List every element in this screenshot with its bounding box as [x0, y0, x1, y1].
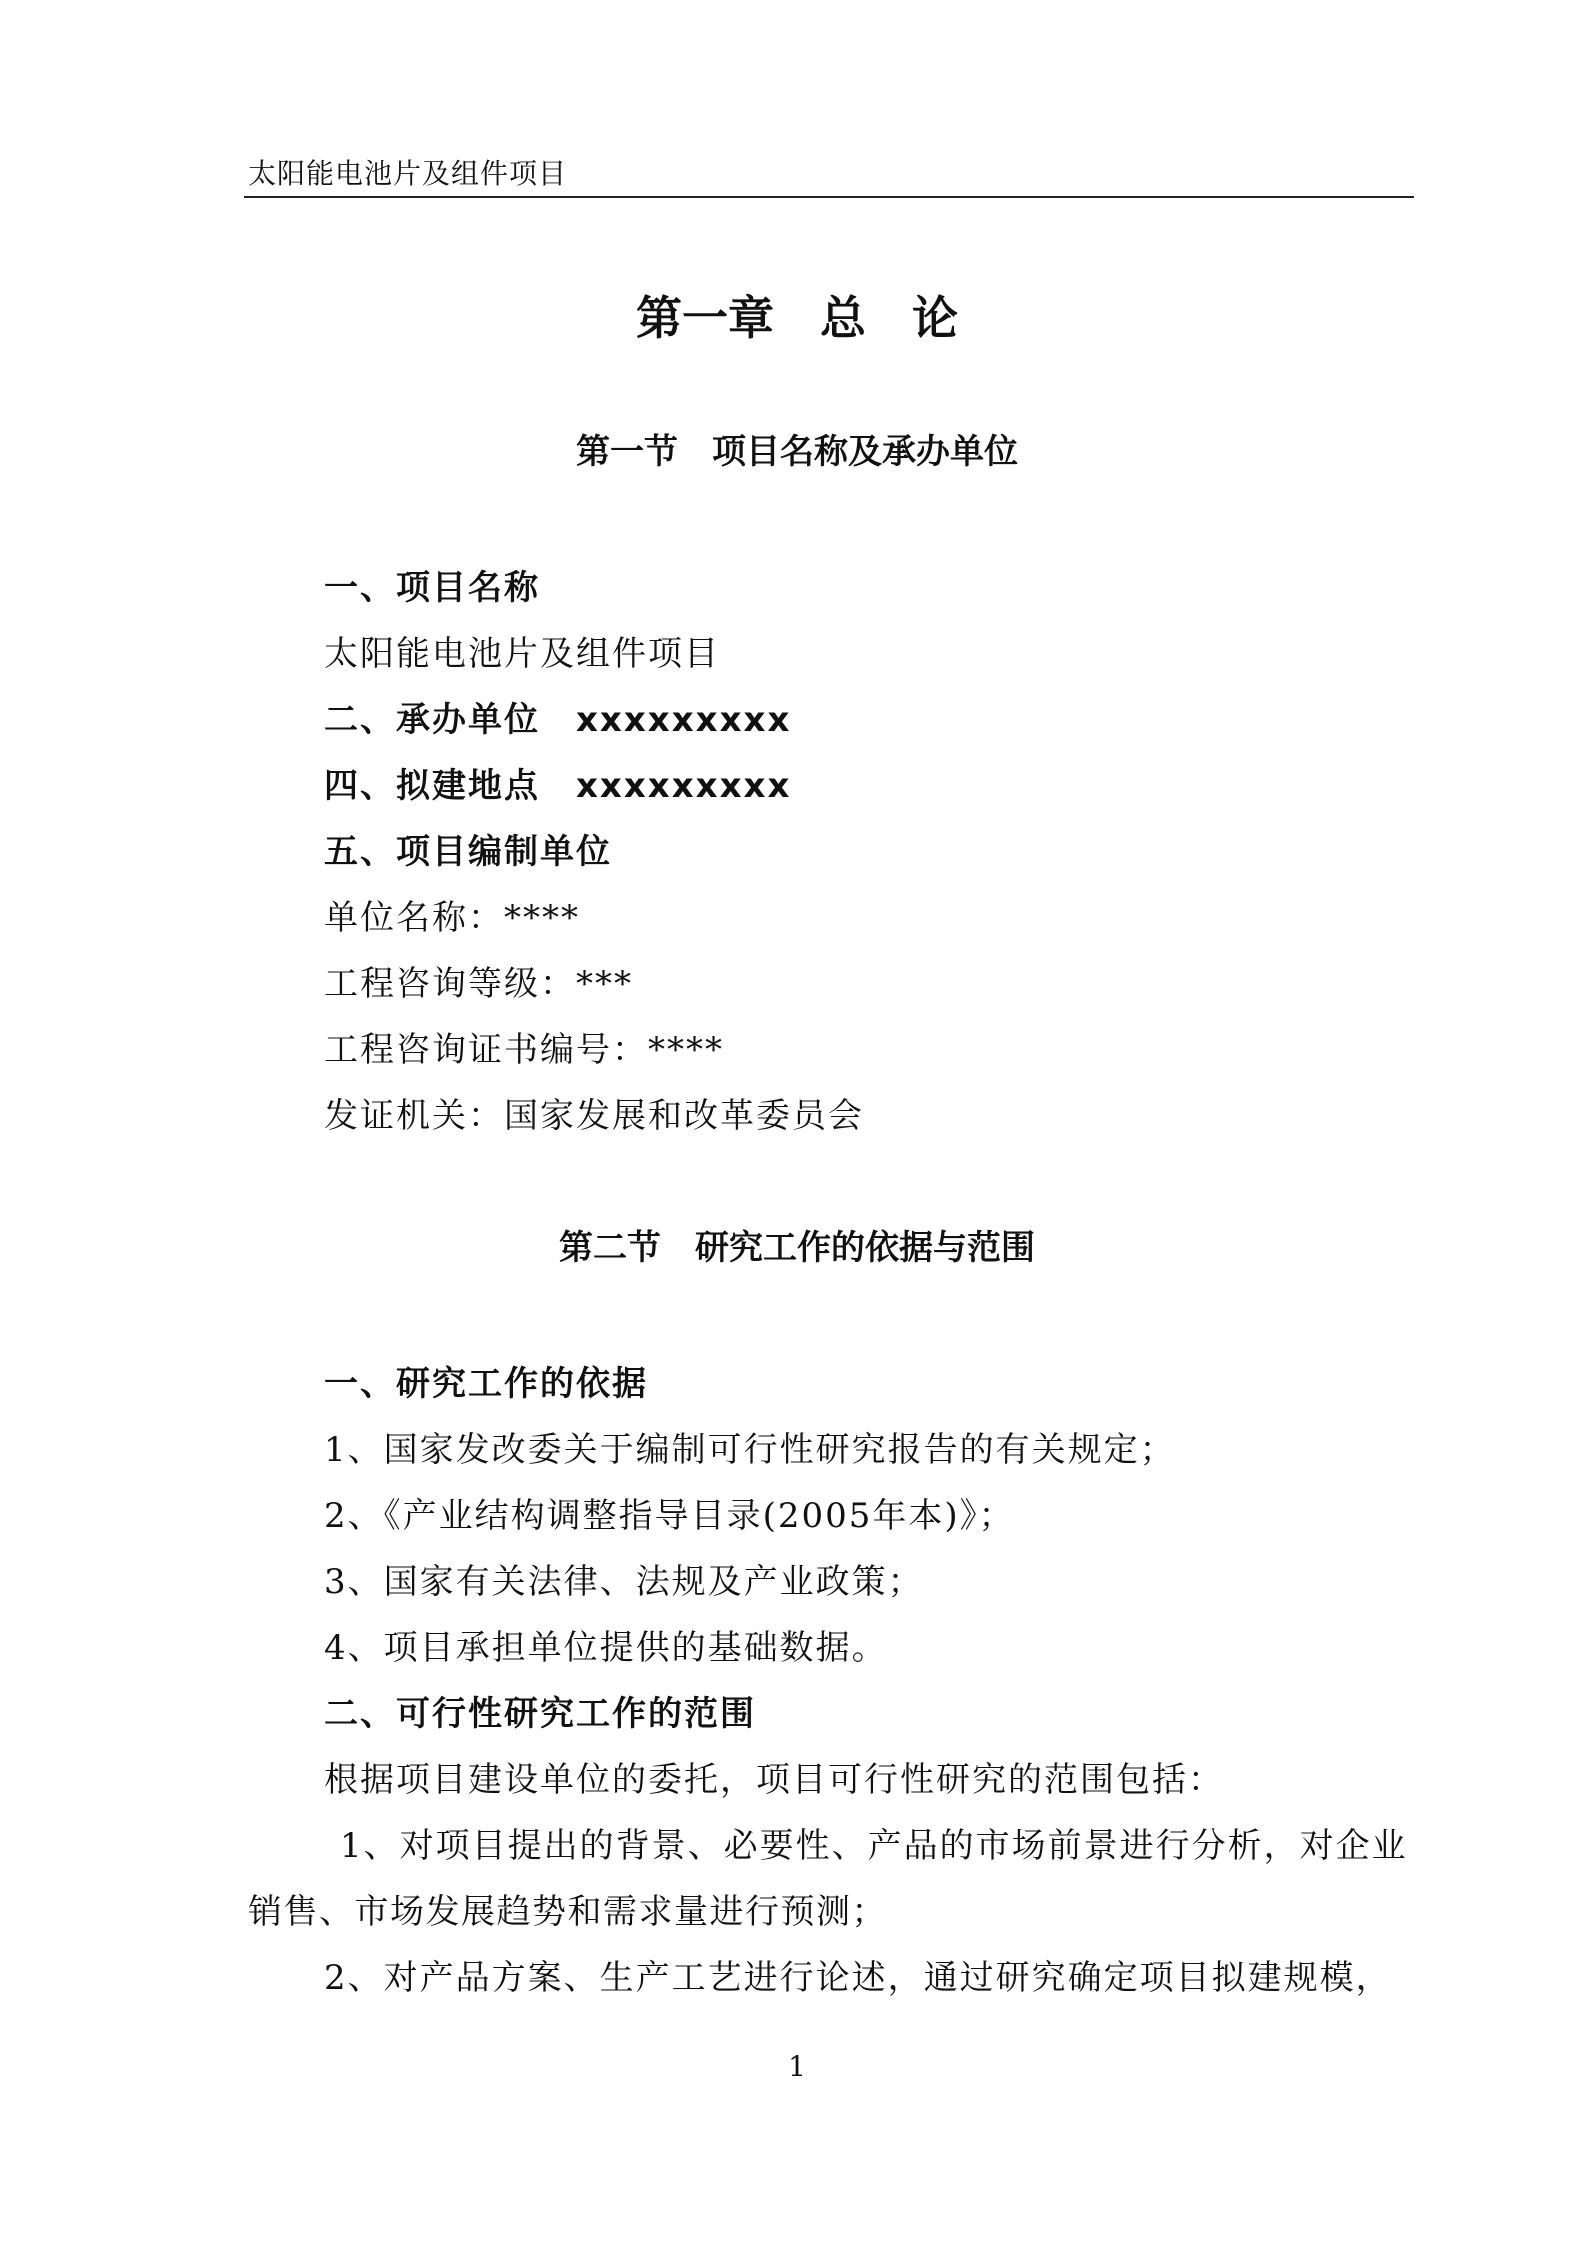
running-header: 太阳能电池片及组件项目: [248, 157, 568, 190]
header-divider: [244, 196, 1414, 198]
cert-number: 工程咨询证书编号：****: [324, 1030, 724, 1070]
unit-name: 单位名称：****: [324, 898, 580, 938]
basis-item: 3、国家有关法律、法规及产业政策；: [324, 1562, 924, 1602]
item-4-location: 四、拟建地点 xxxxxxxxx: [324, 766, 792, 806]
item-1-value: 太阳能电池片及组件项目: [324, 634, 720, 674]
item-2-sponsor: 二、承办单位 xxxxxxxxx: [324, 700, 792, 740]
scope-item-1-line-1: 1、对项目提出的背景、必要性、产品的市场前景进行分析，对企业: [340, 1826, 1408, 1866]
scope-heading: 二、可行性研究工作的范围: [324, 1694, 756, 1734]
chapter-title: 第一章 总 论: [636, 291, 958, 345]
item-5-heading: 五、项目编制单位: [324, 832, 612, 872]
scope-intro: 根据项目建设单位的委托，项目可行性研究的范围包括：: [324, 1760, 1224, 1800]
consult-grade: 工程咨询等级：***: [324, 964, 633, 1004]
scope-item-1-line-2: 销售、市场发展趋势和需求量进行预测；: [248, 1892, 887, 1932]
page-number: 1: [788, 2050, 806, 2083]
issuing-authority: 发证机关：国家发展和改革委员会: [324, 1096, 864, 1136]
scope-item-2-line-1: 2、对产品方案、生产工艺进行论述，通过研究确定项目拟建规模，: [324, 1958, 1392, 1998]
basis-heading: 一、研究工作的依据: [324, 1364, 648, 1404]
item-1-heading: 一、项目名称: [324, 568, 540, 608]
section-2-title: 第二节 研究工作的依据与范围: [559, 1228, 1035, 1268]
basis-item: 1、国家发改委关于编制可行性研究报告的有关规定；: [324, 1430, 1176, 1470]
section-1-title: 第一节 项目名称及承办单位: [576, 432, 1018, 472]
basis-item: 4、项目承担单位提供的基础数据。: [324, 1628, 888, 1668]
basis-item: 2、《产业结构调整指导目录(2005年本)》；: [324, 1496, 1015, 1536]
